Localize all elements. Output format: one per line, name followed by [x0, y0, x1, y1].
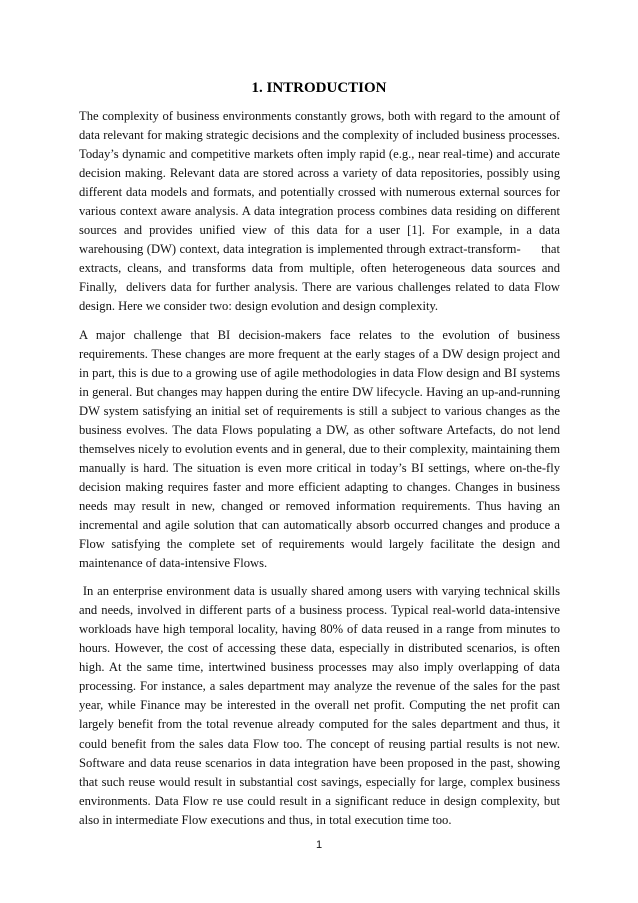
page-number: 1 [315, 839, 323, 851]
paragraph-1: The complexity of business environments constantly grows, both with regard to the amount of data relevant for making strategic decisions and the complexity of included business processes. Today’s dynamic and competitive markets often imply rapid (e.g., near real-time) and accurate decision making. Relevant data are stored across a variety of data repositories, possibly using different data models and formats, and potentially crossed with numerous external sources for various context aware analysis. A data integration process combines data residing on different sources and provides unified view of this data for a user [1]. For example, in a data warehousing (DW) context, data integration is implemented through extract-transform- that extracts, cleans, and transforms data from multiple, often heterogeneous data sources and Finally, delivers data for further analysis. There are various challenges related to data Flow design. Here we consider two: design evolution and design complexity. [79, 109, 564, 314]
section-title: 1. INTRODUCTION [251, 80, 387, 96]
paragraph-2: A major challenge that BI decision-makers face relates to the evolution of business requirements. These changes are more frequent at the early stages of a DW design project and in part, this is due to a growing use of agile methodologies in data Flow design and BI systems in general. But changes may happen during the entire DW lifecycle. Having an up-and-running DW system satisfying an initial set of requirements is still a subject to various changes as the business evolves. The data Flows populating a DW, as other software Artefacts, do not lend themselves nicely to evolution events and in general, due to their complexity, maintaining them manually is hard. The situation is even more critical in today’s BI settings, where on-the-fly decision making requires faster and more efficient adapting to changes. Changes in business needs may result in new, changed or removed information requirements. Thus having an incremental and agile solution that can automatically absorb occurred changes and produce a Flow satisfying the complete set of requirements would largely facilitate the design and maintenance of data-intensive Flows. [79, 327, 560, 571]
paragraph-3: In an enterprise environment data is usually shared among users with varying technical skills and needs, involved in different parts of a business process. Typical real-world data-intensive workloads have high temporal locality, having 80% of data reused in a range from minutes to hours. However, the cost of accessing these data, especially in distributed scenarios, is often high. At the same time, intertwined business processes may also imply overlapping of data processing. For instance, a sales department may analyze the revenue of the sales for the past year, while Finance may be interested in the overall net profit. Computing the net profit can largely benefit from the total revenue already computed for the sales department and thus, it could benefit from the sales data Flow too. The concept of reusing partial results is not new. Software and data reuse scenarios in data integration have been proposed in the past, showing that such reuse would result in substantial cost savings, especially for large, complex business environments. Data Flow re use could result in a significant reduce in design complexity, but also in intermediate Flow executions and thus, in total execution time too. [79, 584, 564, 827]
body-text [79, 107, 564, 839]
